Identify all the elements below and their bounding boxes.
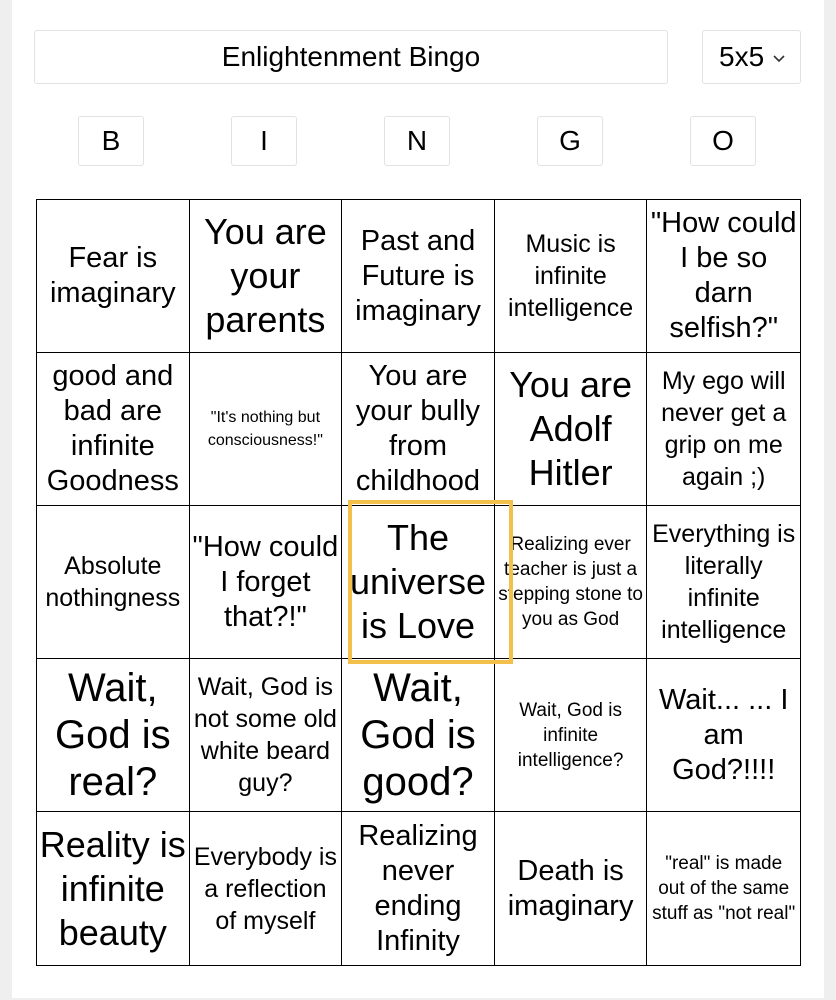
bingo-cell[interactable] (190, 506, 343, 659)
bingo-free-cell[interactable] (342, 506, 495, 659)
cell-text: You are your bully from childhood (355, 360, 481, 497)
letter-n-button[interactable]: N (384, 116, 450, 166)
cell-text: Reality is infinite beauty (39, 823, 186, 953)
cell-text: "It's nothing but consciousness!" (207, 409, 323, 449)
bingo-cell[interactable] (342, 812, 495, 965)
cell-text: Wait, God is not some old white beard guy? (193, 673, 337, 797)
bingo-cell[interactable] (37, 200, 190, 353)
cell-text: "How could I be so darn selfish?" (650, 207, 797, 344)
bingo-cell[interactable] (190, 812, 343, 965)
bingo-cell[interactable] (495, 812, 648, 965)
bingo-cell[interactable] (647, 506, 800, 659)
bingo-cell[interactable] (495, 659, 648, 812)
cell-text: Music is infinite intelligence (508, 230, 634, 322)
bingo-cell[interactable] (190, 200, 343, 353)
bingo-cell[interactable] (647, 200, 800, 353)
bingo-card-page (12, 0, 824, 998)
cell-text: Wait, God is infinite intelligence? (517, 699, 624, 771)
letter-o-button[interactable]: O (690, 116, 756, 166)
cell-text: Fear is imaginary (49, 242, 176, 309)
cell-text: "How could I forget that?!" (192, 530, 339, 633)
letter-b-button[interactable]: B (78, 116, 144, 166)
cell-text: Everything is literally infinite intelligence (652, 520, 796, 644)
cell-text: Wait, God is good? (360, 665, 476, 804)
chevron-down-icon (772, 53, 786, 63)
cell-text: You are Adolf Hitler (509, 364, 632, 493)
cell-text: The universe is Love (349, 517, 487, 646)
bingo-cell[interactable] (495, 506, 648, 659)
bingo-cell[interactable] (495, 353, 648, 506)
card-title-input[interactable] (34, 30, 668, 84)
bingo-cell[interactable] (647, 812, 800, 965)
bingo-cell[interactable] (342, 659, 495, 812)
bingo-cell[interactable] (37, 659, 190, 812)
bingo-cell[interactable] (37, 812, 190, 965)
cell-text: Everybody is a reflection of myself (193, 842, 337, 935)
cell-text: Absolute nothingness (45, 552, 181, 612)
grid-size-value: 5x5 (719, 41, 765, 72)
bingo-cell[interactable] (190, 353, 343, 506)
cell-text: Realizing ever teacher is just a stepping stone to you as God (498, 534, 643, 630)
bingo-cell[interactable] (495, 200, 648, 353)
cell-text: My ego will never get a grip on me again ;) (661, 367, 787, 491)
bingo-cell[interactable] (190, 659, 343, 812)
bingo-grid (36, 199, 801, 966)
grid-size-select[interactable] (702, 30, 801, 84)
bingo-cell[interactable] (342, 353, 495, 506)
cell-text: good and bad are infinite Goodness (46, 360, 179, 497)
letter-i-button[interactable]: I (231, 116, 297, 166)
bingo-cell[interactable] (342, 200, 495, 353)
bingo-cell[interactable] (647, 353, 800, 506)
cell-text: Realizing never ending Infinity (358, 819, 478, 957)
cell-text: Wait, God is real? (54, 665, 171, 804)
cell-text: "real" is made out of the same stuff as "not real" (652, 853, 796, 924)
cell-text: Wait... ... I am God?!!!! (658, 683, 789, 786)
cell-text: Past and Future is imaginary (355, 224, 481, 327)
bingo-cell[interactable] (647, 659, 800, 812)
cell-text: Death is imaginary (507, 854, 634, 922)
bingo-cell[interactable] (37, 353, 190, 506)
letter-g-button[interactable]: G (537, 116, 603, 166)
cell-text: You are your parents (203, 211, 327, 340)
bingo-cell[interactable] (37, 506, 190, 659)
